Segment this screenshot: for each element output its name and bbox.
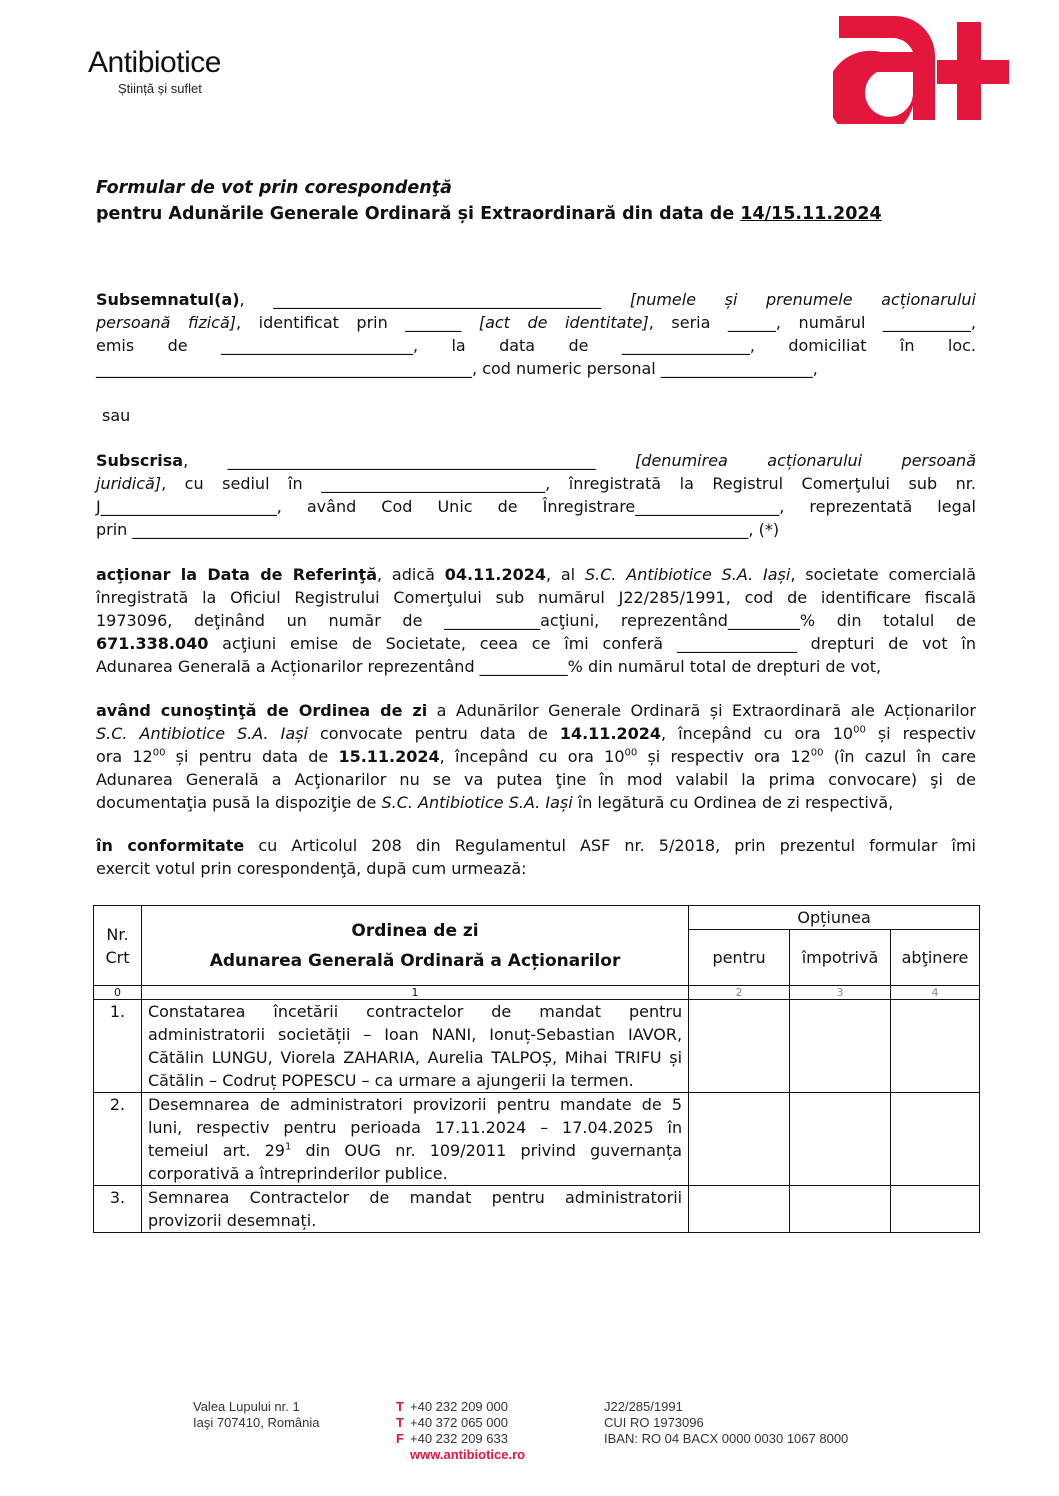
vote-against-cell[interactable] [790, 1093, 891, 1186]
representative-line: prin _____________________________________________________________________________, (*) [96, 520, 780, 539]
voting-table [93, 905, 980, 1233]
meeting-date: 14/15.11.2024 [740, 204, 882, 224]
website-link[interactable]: www.antibiotice.ro [410, 1447, 526, 1462]
agenda-column-header: Ordinea de zi Adunarea Generală Ordinară a Acționarilor [141, 906, 688, 986]
vote-for-cell[interactable] [689, 1186, 790, 1233]
vote-against-cell[interactable] [790, 1000, 891, 1093]
footer-contacts: T +40 232 209 000 T +40 372 065 000 F +40 232 209 633 www.antibiotice.ro [396, 1399, 526, 1462]
footer-registration: J22/285/1991 CUI RO 1973096 IBAN: RO 04 BACX 0000 0030 1067 8000 [604, 1399, 849, 1446]
legal-person-paragraph: Subscrisa, ______________________________________________ [denumirea acționarului persoană juridică], cu sediul în ____________________________, înregistrată la Registrul Comerţului sub nr. J______________________, având Cod Unic de Înregistrare__________________, reprezentată legal prin _____________________________________________________________________________, (*) [96, 451, 976, 539]
column-index-row: 0 1 2 3 4 [94, 986, 980, 1000]
footer-address: Valea Lupului nr. 1 Iaşi 707410, România [193, 1399, 320, 1430]
vote-abstain-cell[interactable] [890, 1186, 979, 1233]
option-abstain-header: abţinere [890, 930, 979, 986]
or-separator: sau [102, 406, 131, 425]
agenda-item-text: Constatarea încetării contractelor de mandat pentru administratorii societății – Ioan NANI, Ionuț-Sebastian IAVOR, Cătălin LUNGU, Viorela ZAHARIA, Aurelia TALPOȘ, Mihai TRIFU și Cătălin – Codruț POPESCU – ca urmare a ajungerii la termen. [141, 1000, 688, 1093]
logo-text: Antibiotice [88, 46, 221, 79]
option-for-header: pentru [689, 930, 790, 986]
table-row: 1. Constatarea încetării contractelor de mandat pentru administratorii societății – Ioan NANI, Ionuț-Sebastian IAVOR, Cătălin LUNGU, Viorela ZAHARIA, Aurelia TALPOȘ, Mihai TRIFU și Cătălin – Codruț POPESCU – ca urmare a ajungerii la termen. [94, 1000, 980, 1093]
form-title: Formular de vot prin corespondenţă [96, 178, 452, 198]
table-row: 2. Desemnarea de administratori provizorii pentru mandate de 5 luni, respectiv pentru perioada 17.11.2024 – 17.04.2025 în temeiul art. $29^1$ din OUG nr. 109/2011 privind guvernanța corporativă a întreprinderilor publice. [94, 1093, 980, 1186]
shareholder-paragraph: acţionar la Data de Referinţă, adică 04.11.2024, al S.C. Antibiotice S.A. Iași, societate comercială înregistrată la Oficiul Registrului Comerţului sub numărul J22/285/1991, cod de identificare fiscală 1973096, deţinând un număr de ____________acţiuni, reprezentând_________% din totalul de 671.338.040 acţiuni emise de Societate, ceea ce îmi conferă _______________ drepturi de vot în Adunarea Generală a Acționarilor reprezentând ___________% din numărul total de drepturi de vot, [96, 565, 977, 676]
vote-abstain-cell[interactable] [890, 1093, 979, 1186]
column-number-header: Nr. Crt [94, 906, 142, 986]
agenda-knowledge-paragraph: având cunoştinţă de Ordinea de zi a Adunărilor Generale Ordinară și Extraordinară ale Acționarilor S.C. Antibiotice S.A. Iași convocate pentru data de 14.11.2024, începând cu ora $10^{00}$ și respectiv ora $12^{00}$ și pentru data de 15.11.2024, începând cu ora $10^{00}$ și respectiv ora $12^{00}$ (în cazul în care Adunarea Generală a Acţionarilor nu se va putea ţine în mod valabil la prima convocare) şi de documentaţia pusă la dispoziţie de S.C. Antibiotice S.A. Iași în legătură cu Ordinea de zi respectivă, [96, 701, 977, 812]
conformity-paragraph: în conformitate cu Articolul 208 din Regulamentul ASF nr. 5/2018, prin prezentul formular îmi exercit votul prin corespondenţă, după cum urmează: [96, 836, 976, 878]
registration-line: J______________________, având Cod Unic de Înregistrare__________________, reprezentată legal [96, 497, 976, 516]
natural-person-paragraph: Subsemnatul(a), _________________________________________ [numele și prenumele acționarului persoană fizică], identificat prin _______ [act de identitate], seria ______, numărul ___________, emis de ________________________, la data de ________________, domiciliat în loc. _______________________________________________, cod numeric personal ___________________, [96, 290, 977, 378]
vote-against-cell[interactable] [790, 1186, 891, 1233]
options-header: Opțiunea [689, 906, 980, 930]
company-logo [88, 48, 221, 96]
form-subtitle [96, 204, 882, 224]
subtitle-text: pentru Adunările Generale Ordinară și Extraordinară din data de [96, 204, 741, 224]
vote-abstain-cell[interactable] [890, 1000, 979, 1093]
agenda-item-text: Desemnarea de administratori provizorii pentru mandate de 5 luni, respectiv pentru perioada 17.11.2024 – 17.04.2025 în temeiul art. $29^1$ din OUG nr. 109/2011 privind guvernanța corporativă a întreprinderilor publice. [141, 1093, 688, 1186]
logo-tagline: Știință și suflet [118, 81, 202, 96]
a-plus-logo-icon [833, 14, 1013, 124]
vote-for-cell[interactable] [689, 1093, 790, 1186]
address-line: _______________________________________________, cod numeric personal ___________________, [96, 359, 818, 378]
agenda-item-text: Semnarea Contractelor de mandat pentru administratorii provizorii desemnați. [141, 1186, 688, 1233]
issued-by-line: emis de ________________________, la data de ________________, domiciliat în loc. [96, 336, 976, 355]
option-against-header: împotrivă [790, 930, 891, 986]
vote-for-cell[interactable] [689, 1000, 790, 1093]
table-row: 3. Semnarea Contractelor de mandat pentru administratorii provizorii desemnați. [94, 1186, 980, 1233]
